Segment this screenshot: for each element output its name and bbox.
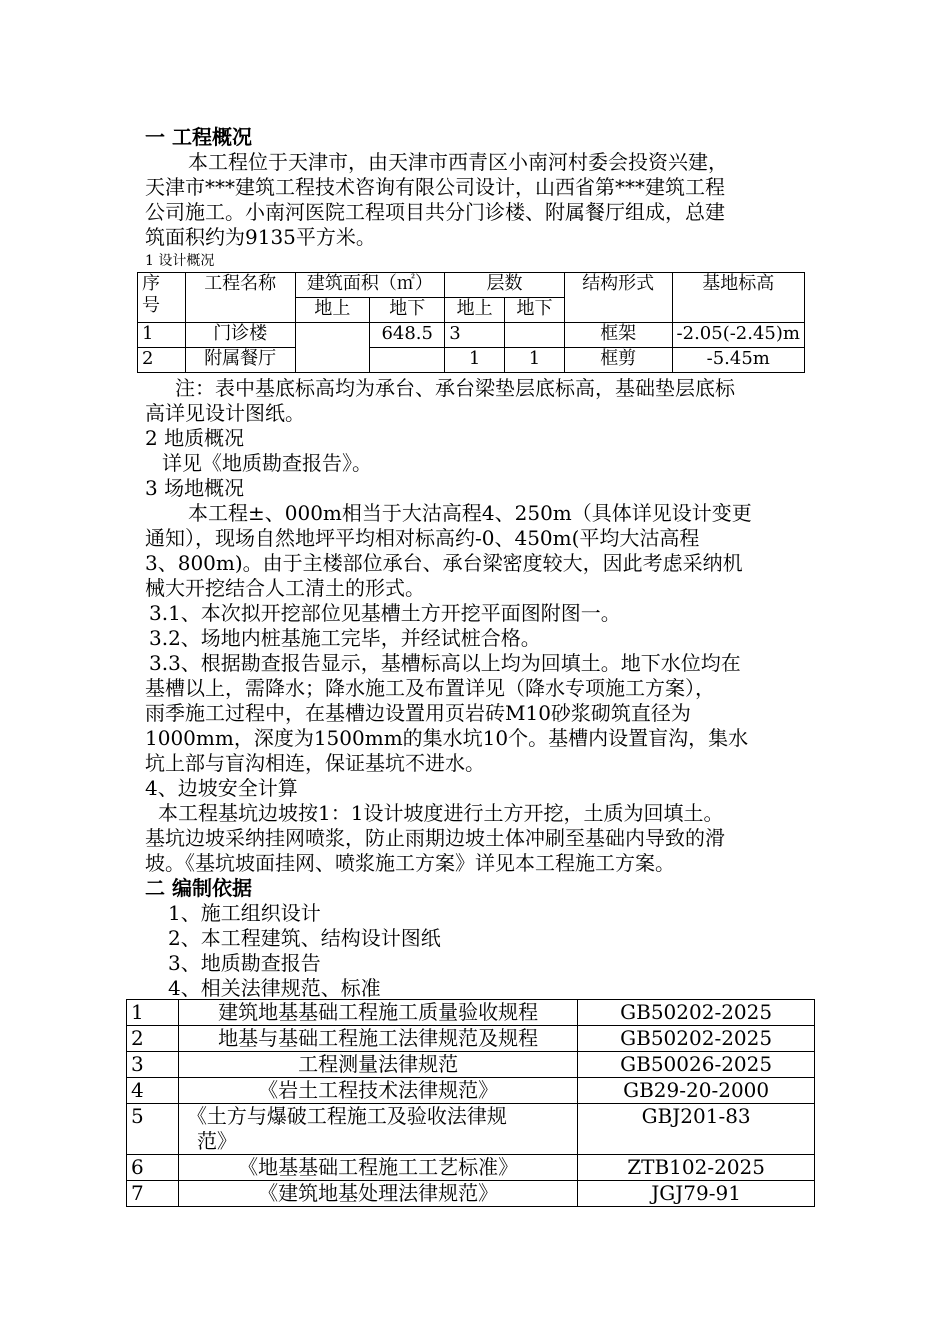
header-area-below: 地下 [370,298,445,323]
header-floors: 层数 [445,273,565,298]
standard-code: GB29-20-2000 [578,1078,815,1104]
row1-structure: 框架 [564,323,672,348]
standards-table [126,999,815,1207]
standard-no: 5 [127,1104,179,1155]
standard-name: 《地基基础工程施工工艺标准》 [178,1155,577,1181]
standard-no: 1 [127,1000,179,1026]
note-line: 高详见设计图纸。 [145,401,305,425]
site-line: 械大开挖结合人工清土的形式。 [145,576,425,600]
standard-code: JGJ79-91 [578,1181,815,1207]
header-area: 建筑面积（㎡） [295,273,445,298]
header-name: 工程名称 [185,273,295,323]
site-line: 3、800m)。由于主楼部位承台、承台梁密度较大，因此考虑采纳机 [145,551,743,575]
basis-item: 4、相关法律规范、标准 [168,976,381,1000]
section-heading-basis: 二 编制依据 [145,876,252,900]
header-floor-above: 地上 [445,298,505,323]
design-overview-table [137,272,805,373]
basis-item: 3、地质勘查报告 [168,951,321,975]
standard-name: 《岩土工程技术法律规范》 [178,1078,577,1104]
geo-heading: 2 地质概况 [145,426,245,450]
row1-seq: 1 [138,323,186,348]
standard-no: 2 [127,1026,179,1052]
intro-line: 筑面积约为9135平方米。 [145,225,376,249]
item-3-3-line: 基槽以上，需降水；降水施工及布置详见（降水专项施工方案）， [145,676,715,700]
table-row [127,1078,815,1104]
table-row [127,1181,815,1207]
item-3-3-line: 1000mm，深度为1500mm的集水坑10个。基槽内设置盲沟，集水 [145,726,749,750]
item-3-1: 3.1、本次拟开挖部位见基槽土方开挖平面图附图一。 [149,601,621,625]
standard-name: 地基与基础工程施工法律规范及规程 [178,1026,577,1052]
item-3-3-line: 3.3、根据勘查报告显示，基槽标高以上均为回填土。地下水位均在 [149,651,741,675]
table-row [127,1052,815,1078]
row1-floor-below [505,323,565,348]
slope-line: 本工程基坑边坡按1：1设计坡度进行土方开挖，土质为回填土。 [158,801,724,825]
basis-item: 1、施工组织设计 [168,901,321,925]
row2-elevation: -5.45m [672,348,805,373]
header-area-above: 地上 [295,298,370,323]
item-3-2: 3.2、场地内桩基施工完毕，并经试桩合格。 [149,626,541,650]
standard-code: GB50026-2025 [578,1052,815,1078]
row1-name: 门诊楼 [185,323,295,348]
row2-name: 附属餐厅 [185,348,295,373]
table-row [127,1000,815,1026]
standard-name: 建筑地基基础工程施工质量验收规程 [178,1000,577,1026]
note-line: 注：表中基底标高均为承台、承台梁垫层底标高，基础垫层底标 [175,376,735,400]
slope-line: 基坑边坡采纳挂网喷浆，防止雨期边坡土体冲刷至基础内导致的滑 [145,826,725,850]
site-line: 通知），现场自然地坪平均相对标高约-0、450m(平均大沽高程 [145,526,700,550]
site-line: 本工程±、000m相当于大沽高程4、250m（具体详见设计变更 [188,501,752,525]
table-row [127,1104,815,1155]
geo-text: 详见《地质勘查报告》。 [162,451,372,475]
row2-structure: 框剪 [564,348,672,373]
standard-no: 3 [127,1052,179,1078]
row2-floor-above: 1 [445,348,505,373]
row2-seq: 2 [138,348,186,373]
section-heading-overview: 一 工程概况 [145,125,252,149]
table-row [127,1026,815,1052]
standard-name: 《建筑地基处理法律规范》 [178,1181,577,1207]
intro-line: 公司施工。小南河医院工程项目共分门诊楼、附属餐厅组成，总建 [145,200,725,224]
header-elevation: 基地标高 [672,273,805,323]
intro-line: 天津市***建筑工程技术咨询有限公司设计，山西省第***建筑工程 [145,175,725,199]
table-row [127,1155,815,1181]
design-caption: 1 设计概况 [145,253,215,269]
item-3-3-line: 坑上部与盲沟相连，保证基坑不进水。 [145,751,485,775]
basis-item: 2、本工程建筑、结构设计图纸 [168,926,441,950]
row1-floor-above: 3 [445,323,505,348]
header-seq: 序 号 [138,273,186,323]
site-heading: 3 场地概况 [145,476,245,500]
standard-code: GBJ201-83 [578,1104,815,1155]
standard-no: 7 [127,1181,179,1207]
standard-name: 工程测量法律规范 [178,1052,577,1078]
slope-heading: 4、边坡安全计算 [145,776,298,800]
row1-area-below: 648.5 [370,323,445,348]
area-above-cell [295,323,370,373]
header-floor-below: 地下 [505,298,565,323]
item-3-3-line: 雨季施工过程中，在基槽边设置用页岩砖M10砂浆砌筑直径为 [145,701,691,725]
standard-code: GB50202-2025 [578,1000,815,1026]
slope-line: 坡。《基坑坡面挂网、喷浆施工方案》详见本工程施工方案。 [145,851,675,875]
standard-no: 6 [127,1155,179,1181]
intro-line: 本工程位于天津市，由天津市西青区小南河村委会投资兴建， [188,150,728,174]
row2-floor-below: 1 [505,348,565,373]
standard-no: 4 [127,1078,179,1104]
row2-area-below [370,348,445,373]
header-structure: 结构形式 [564,273,672,323]
standard-name: 《土方与爆破工程施工及验收法律规 范》 [178,1104,577,1155]
standard-code: GB50202-2025 [578,1026,815,1052]
standard-code: ZTB102-2025 [578,1155,815,1181]
row1-elevation: -2.05(-2.45)m [672,323,805,348]
